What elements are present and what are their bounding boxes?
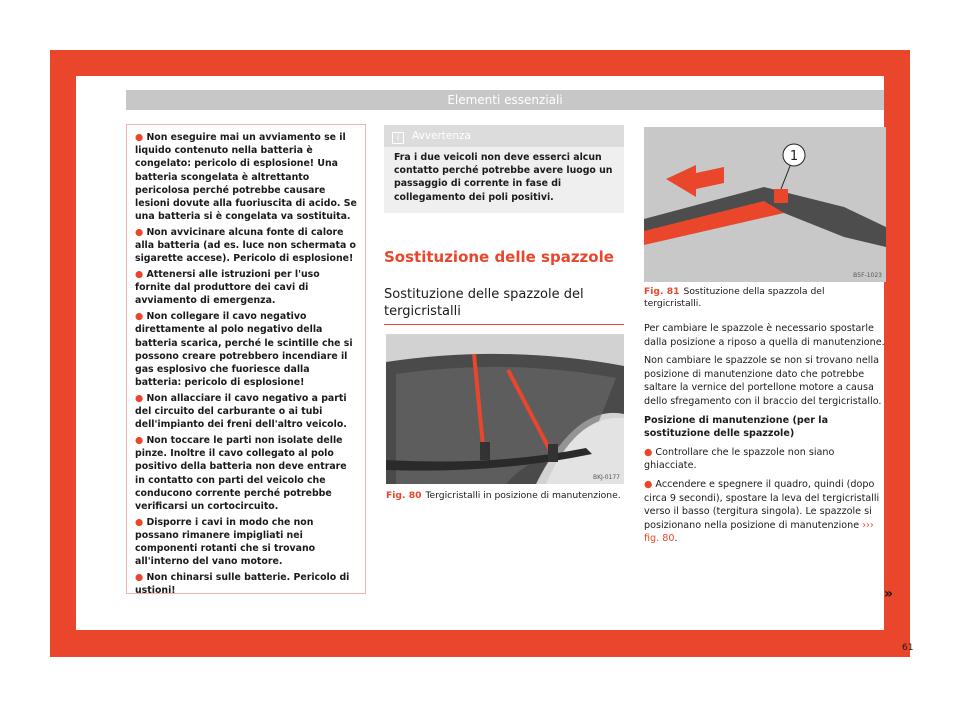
instructions-column xyxy=(644,322,886,551)
chapter-header: Elementi essenziali xyxy=(126,90,884,110)
divider xyxy=(384,324,624,325)
bullet-icon: ● xyxy=(135,434,147,446)
section-subtitle: Sostituzione delle spazzole del tergicristalli xyxy=(384,287,584,319)
bullet-icon: ● xyxy=(644,446,656,458)
bullet-icon: ● xyxy=(644,478,656,490)
subheading: Posizione di manutenzione (per la sostituzione delle spazzole) xyxy=(644,414,829,440)
page xyxy=(76,76,914,653)
bullet-icon: ● xyxy=(135,392,147,404)
windshield-wipers-image xyxy=(386,334,624,484)
page-frame xyxy=(50,50,914,657)
list-item: ● Non eseguire mai un avviamento se il liquido contenuto nella batteria è congelato: pericolo di esplosione! Una batteria scongelata è altrettanto pericolosa perché potrebbe causare lesioni dovute alla fuoriuscita di acido. Se una batteria si è congelata va sostituita. xyxy=(135,132,357,223)
warning-box xyxy=(384,125,624,213)
safety-list xyxy=(126,124,366,597)
list-item: ● Attenersi alle istruzioni per l'uso fornite dal produttore dei cavi di avviamento di emergenza. xyxy=(135,269,320,307)
info-icon: i xyxy=(392,132,404,144)
list-item: ● Non chinarsi sulle batterie. Pericolo di ustioni! xyxy=(135,572,350,597)
paragraph: Non cambiare le spazzole se non si trovano nella posizione di manutenzione dato che potrebbe saltare la vernice del portellone motore a causa dello sfregamento con il braccio del tergicristallo. xyxy=(644,355,882,407)
bullet-icon: ● xyxy=(135,132,147,143)
list-item: ● Non collegare il cavo negativo direttamente al polo negativo della batteria scarica, perché le scintille che si possono creare potrebbero incendiare il gas esplosivo che fuoriesce dalla batteria: pericolo di esplosione! xyxy=(135,311,353,389)
list-item: ● Non toccare le parti non isolate delle pinze. Inoltre il cavo collegato al polo positivo della batteria non deve entrare in contatto con parti del veicolo che conducono corrente perché potrebbe verificarsi un cortocircuito. xyxy=(135,434,347,512)
list-item: ● Accendere e spegnere il quadro, quindi (dopo circa 9 secondi), spostare la leva del tergicristalli verso il basso (tergitura singola). Le spazzole si posizionano nella posizione di manutenzione ››› fig. 80. xyxy=(644,478,880,545)
list-item: ● Disporre i cavi in modo che non possano rimanere impigliati nei componenti rotanti che si trovano all'interno del vano motore. xyxy=(135,516,316,568)
section-title: Sostituzione delle spazzole xyxy=(384,248,614,266)
callout-number: 1 xyxy=(789,149,799,164)
bullet-icon: ● xyxy=(135,311,147,323)
figure-wipers-illustration xyxy=(386,334,624,484)
wiper-blade-image xyxy=(644,127,886,282)
bullet-icon: ● xyxy=(135,572,147,583)
bullet-icon: ● xyxy=(135,269,147,281)
figure-caption: Fig. 80 Tergicristalli in posizione di manutenzione. xyxy=(386,490,621,501)
figure-wiper-blade-illustration xyxy=(644,127,886,282)
bullet-icon: ● xyxy=(135,226,147,238)
figure-link[interactable]: ››› fig. 80 xyxy=(644,519,874,545)
bullet-icon: ● xyxy=(135,516,147,528)
list-item: ● Non avvicinare alcuna fonte di calore alla batteria (ad es. luce non schermata o sigarette accese). Pericolo di esplosione! xyxy=(135,226,356,265)
continue-arrow-icon: » xyxy=(884,586,894,602)
figure-code: BKJ-0177 xyxy=(592,474,620,481)
warning-title: i Avvertenza xyxy=(384,125,624,147)
figure-code: B5F-1023 xyxy=(853,272,882,279)
warning-text: Fra i due veicoli non deve esserci alcun contatto perché potrebbe avere luogo un passaggio di corrente in fase di collegamento dei poli positivi. xyxy=(394,152,613,203)
list-item: ● Non allacciare il cavo negativo a parti del circuito del carburante o ai tubi dell'impianto dei freni dell'altro veicolo. xyxy=(135,392,347,431)
paragraph: Per cambiare le spazzole è necessario spostarle dalla posizione a riposo a quella di manutenzione. xyxy=(644,323,885,348)
list-item: ● Controllare che le spazzole non siano ghiacciate. xyxy=(644,446,835,472)
figure-caption: Fig. 81 Sostituzione della spazzola del tergicristalli. xyxy=(644,286,825,309)
page-number: 61 xyxy=(902,643,914,653)
